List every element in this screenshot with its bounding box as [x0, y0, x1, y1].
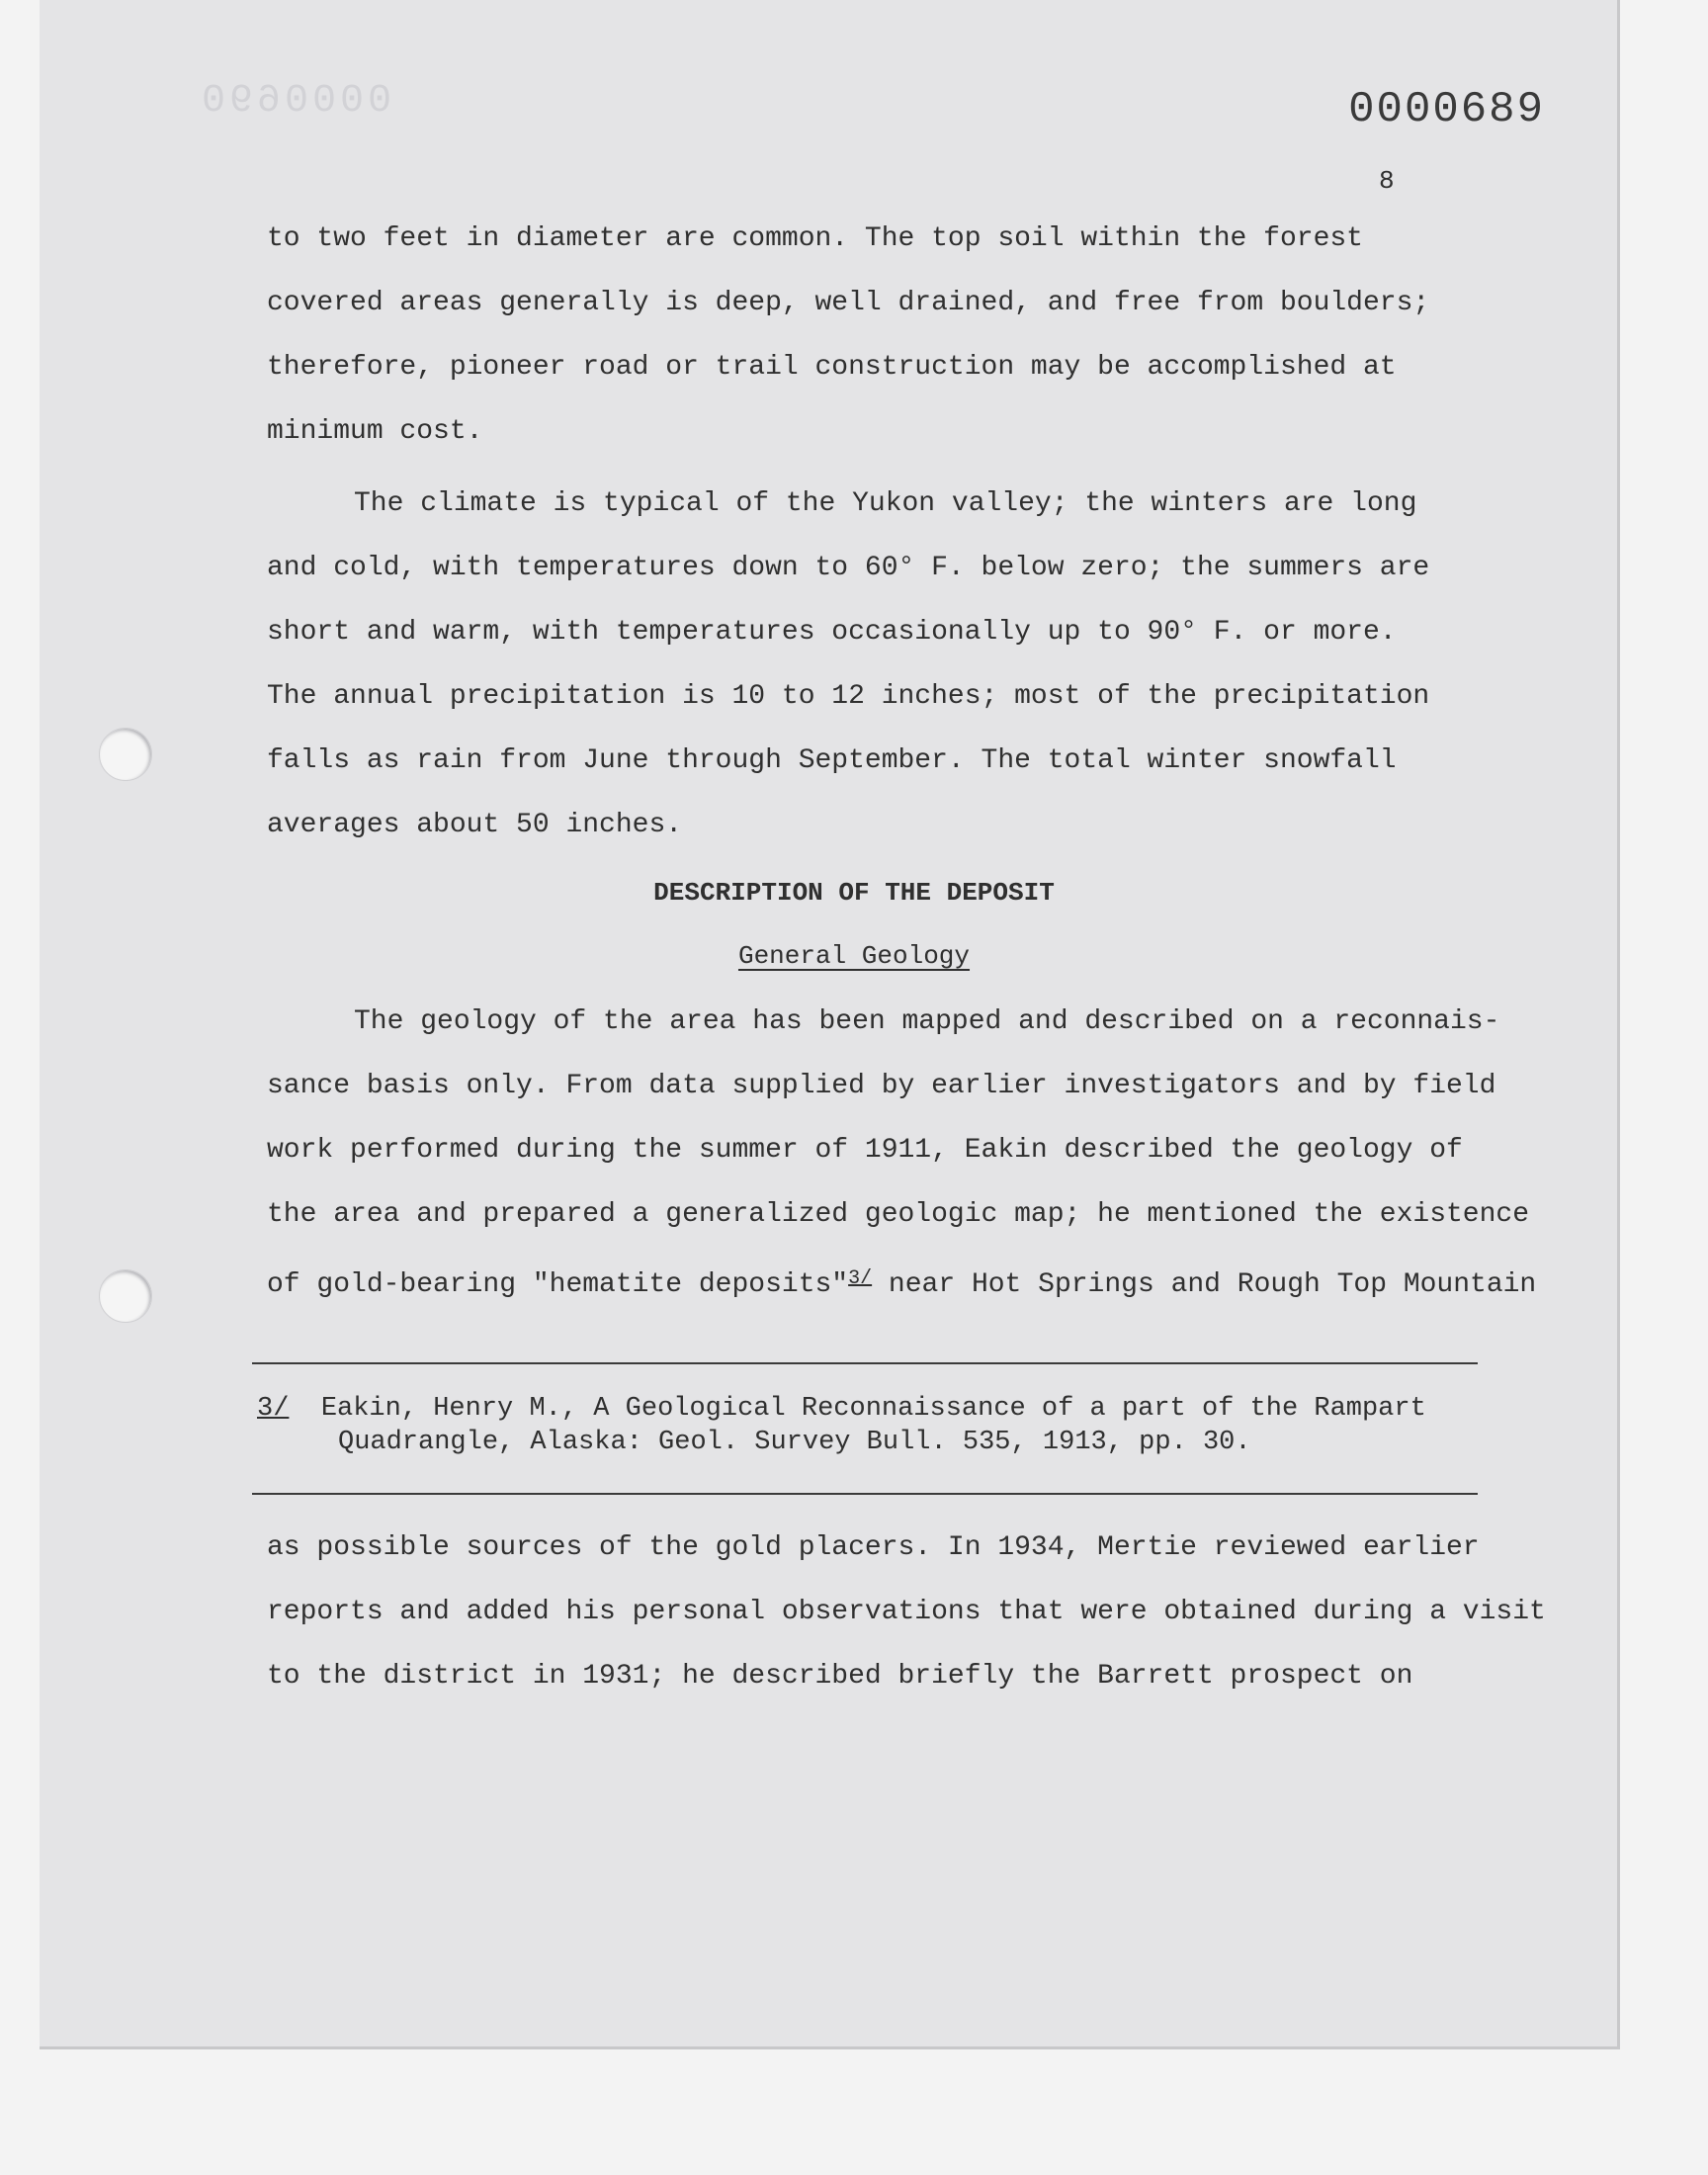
text-line: averages about 50 inches. — [267, 810, 683, 840]
text-line — [267, 1260, 1542, 1324]
text-line: to the district in 1931; he described briefly the Barrett prospect on — [267, 1661, 1413, 1692]
document-number: 0000689 — [1348, 85, 1545, 134]
punch-hole — [99, 1269, 152, 1323]
text-fragment: of gold-bearing "hematite deposits" — [267, 1269, 849, 1300]
text-line: covered areas generally is deep, well drained, and free from boulders; — [267, 288, 1430, 318]
text-line: The climate is typical of the Yukon valley; the winters are long — [354, 488, 1417, 519]
text-line: falls as rain from June through September. The total winter snowfall — [267, 745, 1397, 776]
text-line: reports and added his personal observations that were obtained during a visit — [267, 1597, 1546, 1627]
text-line: and cold, with temperatures down to 60° F. below zero; the summers are — [267, 553, 1430, 583]
subsection-heading — [0, 941, 1708, 971]
paragraph-forest-soil — [267, 219, 1542, 477]
bleed-through-number: 0000690 — [198, 79, 392, 124]
text-line: to two feet in diameter are common. The top soil within the forest — [267, 223, 1363, 254]
text-line: short and warm, with temperatures occasionally up to 90° F. or more. — [267, 617, 1397, 648]
text-line: The annual precipitation is 10 to 12 inches; most of the precipitation — [267, 681, 1430, 712]
page-number: 8 — [1379, 166, 1395, 196]
footnote — [257, 1392, 1502, 1459]
paragraph-continuation — [267, 1528, 1546, 1721]
text-line: minimum cost. — [267, 416, 483, 447]
footnote-line: Quadrangle, Alaska: Geol. Survey Bull. 535, 1913, pp. 30. — [338, 1428, 1251, 1457]
text-line: The geology of the area has been mapped and described on a reconnais- — [354, 1006, 1500, 1037]
section-heading: DESCRIPTION OF THE DEPOSIT — [653, 878, 1055, 908]
subsection-heading-text: General Geology — [737, 941, 971, 971]
text-line: sance basis only. From data supplied by earlier investigators and by field — [267, 1071, 1496, 1101]
text-line: as possible sources of the gold placers. In 1934, Mertie reviewed earlier — [267, 1532, 1480, 1563]
footnote-divider-top — [252, 1362, 1478, 1364]
footnote-marker: 3/ — [257, 1394, 290, 1424]
punch-hole — [99, 728, 152, 781]
text-fragment: near Hot Springs and Rough Top Mountain — [872, 1269, 1537, 1300]
text-line: the area and prepared a generalized geologic map; he mentioned the existence — [267, 1199, 1530, 1230]
footnote-reference: 3/ — [848, 1267, 873, 1290]
paragraph-general-geology — [267, 1002, 1542, 1324]
footnote-divider-bottom — [252, 1493, 1478, 1495]
footnote-text: Eakin, Henry M., A Geological Reconnaissance of a part of the Rampart — [320, 1394, 1426, 1424]
paragraph-climate — [267, 484, 1542, 870]
footnote-line — [257, 1392, 1502, 1426]
text-line: therefore, pioneer road or trail construction may be accomplished at — [267, 352, 1397, 383]
text-line: work performed during the summer of 1911, Eakin described the geology of — [267, 1135, 1463, 1166]
